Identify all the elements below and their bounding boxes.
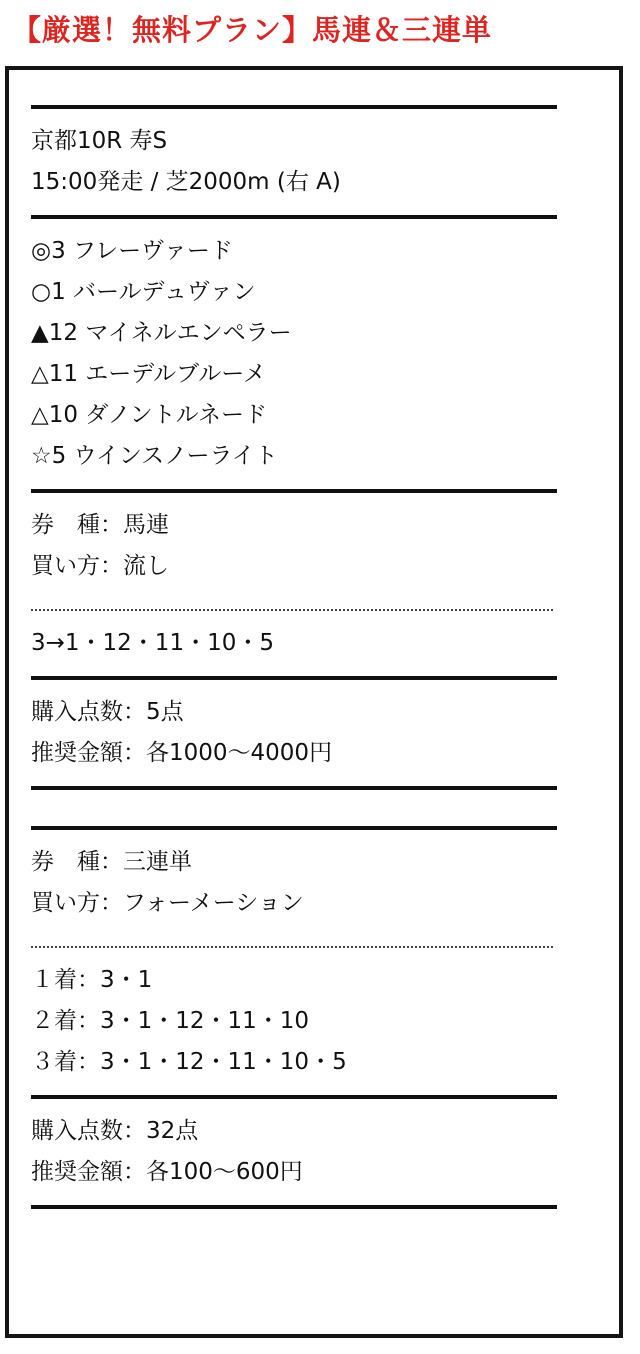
bet1-method: 買い方：流し xyxy=(31,553,169,579)
bet2-first: １着：3・1 xyxy=(31,967,153,993)
pick-item: ▲12 マイネルエンペラー xyxy=(31,320,292,346)
pick-item: ○1 バールデュヴァン xyxy=(31,279,256,305)
bet2-third: ３着：3・1・12・11・10・5 xyxy=(31,1049,347,1075)
bet1-type: 券 種：馬連 xyxy=(31,512,169,538)
bet2-amount: 推奨金額：各100〜600円 xyxy=(31,1159,303,1185)
pick-item: △10 ダノントルネード xyxy=(31,402,267,428)
bet1-combo: 3→1・12・11・10・5 xyxy=(31,630,274,656)
bet2-type: 券 種：三連単 xyxy=(31,849,192,875)
divider xyxy=(31,1205,557,1209)
pick-item: ◎3 フレーヴァード xyxy=(31,238,233,264)
bet2-second: ２着：3・1・12・11・10 xyxy=(31,1008,310,1034)
pick-item: △11 エーデルブルーメ xyxy=(31,361,267,387)
pick-item: ☆5 ウインスノーライト xyxy=(31,443,278,469)
bet2-points: 購入点数：32点 xyxy=(31,1118,199,1144)
bet1-points: 購入点数：5点 xyxy=(31,699,184,725)
prediction-box xyxy=(5,66,623,1338)
race-info: 15:00発走 / 芝2000m (右 A) xyxy=(31,169,341,195)
prediction-content xyxy=(31,96,557,1209)
bet1-amount: 推奨金額：各1000〜4000円 xyxy=(31,740,333,766)
bet2-method: 買い方：フォーメーション xyxy=(31,890,304,916)
race-name: 京都10R 寿S xyxy=(31,128,168,154)
page-title: 【厳選！無料プラン】馬連＆三連単 xyxy=(12,13,493,47)
